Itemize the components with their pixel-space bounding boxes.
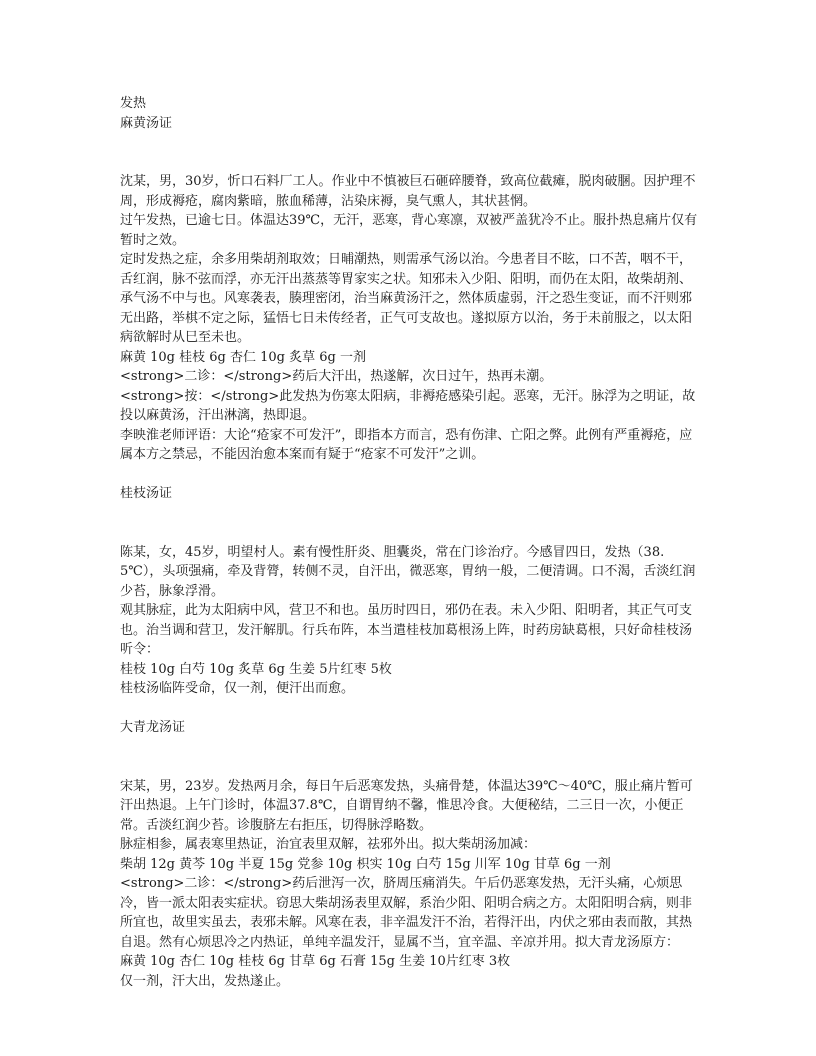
- section-heading-daqinglong: 大青龙汤证: [120, 720, 186, 735]
- section-heading-mahuang: 麻黄汤证: [120, 115, 173, 131]
- paragraph: 过午发热，已逾七日。体温达39℃，无汗，恶寒，背心寒凛，双被严盖犹冷不止。服扑热息痛片仅有暂时之效。: [120, 213, 698, 248]
- paragraph: 沈某，男，30岁，忻口石料厂工人。作业中不慎被巨石砸碎腰脊，致高位截瘫，脱肉破䐃。因护理不周，形成褥疮，腐肉紫暗，脓血稀薄，沾染床褥，臭气熏人，其状甚惘。: [120, 174, 696, 209]
- document-title: 发热: [120, 96, 147, 111]
- paragraph: 桂枝汤临阵受命，仅一剂，便汗出而愈。: [120, 681, 355, 696]
- spacer: [120, 699, 700, 719]
- spacer: [120, 133, 700, 172]
- prescription: 桂枝 10g 白芍 10g 炙草 6g 生姜 5片红枣 5枚: [120, 661, 392, 677]
- paragraph: 定时发热之症，余多用柴胡剂取效；日晡潮热，则需承气汤以治。今患者目不眩，口不苦，咽不干，舌红润，脉不弦而浮，亦无汗出蒸蒸等胃家实之状。知邪未入少阳、阳明，而仍在太阳，故柴胡剂、承气汤不中与也。风寒袭表，腠理密闭，治当麻黄汤汗之，然体质虚弱，汗之恐生变证，而不汗则邪无出路，举棋不定之际，猛悟七日未传经者，正气可支故也。遂拟原方以治，务于未前服之，以太阳病欲解时从巳至未也。: [120, 252, 693, 345]
- paragraph: 陈某，女，45岁，明望村人。素有慢性肝炎、胆囊炎，常在门诊治疗。今感冒四日，发热（38.5℃），头项强痛，牵及背膂，转侧不灵，自汗出，微恶寒，胃纳一般，二便清调。口不渴，舌淡红润少苔，脉象浮滑。: [120, 544, 696, 599]
- paragraph: 宋某，男，23岁。发热两月余，每日午后恶寒发热，头痛骨楚，体温达39℃～40℃，服止痛片暂可汗出热退。上午门诊时，体温37.8℃，自谓胃纳不馨，惟思冷食。大便秘结，二三日一次，小便正常。舌淡红润少苔。诊腹脐左右拒压，切得脉浮略数。: [120, 778, 693, 833]
- spacer: [120, 738, 700, 777]
- prescription: 麻黄 10g 杏仁 10g 桂枝 6g 甘草 6g 石膏 15g 生姜 10片红枣 3枚: [120, 954, 511, 969]
- paragraph: 仅一剂，汗大出，发热遂止。: [120, 973, 290, 989]
- paragraph: 脉症相参，属表寒里热证，治宜表里双解，祛邪外出。拟大柴胡汤加减：: [120, 837, 537, 852]
- document-page: [120, 94, 700, 991]
- prescription: 柴胡 12g 黄芩 10g 半夏 15g 党参 10g 枳实 10g 白芍 15g 川军 10g 甘草 6g 一剂: [120, 856, 611, 872]
- spacer: [120, 465, 700, 485]
- paragraph: <strong>按：</strong>此发热为伤寒太阳病，非褥疮感染引起。恶寒，无汗。脉浮为之明证，故投以麻黄汤，汗出淋漓，热即退。: [120, 388, 696, 423]
- paragraph: <strong>二诊：</strong>药后大汗出，热遂解，次日过午，热再未潮。: [120, 369, 553, 384]
- section-heading-guizhi: 桂枝汤证: [120, 486, 173, 501]
- prescription: 麻黄 10g 桂枝 6g 杏仁 10g 炙草 6g 一剂: [120, 349, 366, 365]
- paragraph: <strong>二诊：</strong>药后泄泻一次，脐周压痛消失。午后仍恶寒发热，无汗头痛，心烦思冷，皆一派太阳表实症状。窃思大柴胡汤表里双解，系治少阳、阳明合病之方。太阳阳明合病，则非所宜也，故里实虽去，表邪未解。风寒在表，非辛温发汗不治，若得汗出，内伏之邪由表而散，其热自退。然有心烦思冷之内热证，单纯辛温发汗，显属不当，宜辛温、辛凉并用。拟大青龙汤原方：: [120, 876, 693, 950]
- spacer: [120, 504, 700, 543]
- paragraph: 李映淮老师评语：大论“疮家不可发汗”，即指本方而言，恐有伤津、亡阳之弊。此例有严重褥疮，应属本方之禁忌，不能因治愈本案而有疑于“疮家不可发汗”之训。: [120, 427, 693, 462]
- paragraph: 观其脉症，此为太阳病中风，营卫不和也。虽历时四日，邪仍在表。未入少阳、阳明者，其正气可支也。治当调和营卫，发汗解肌。行兵布阵，本当遣桂枝加葛根汤上阵，时药房缺葛根，只好命桂枝汤听令：: [120, 603, 693, 657]
